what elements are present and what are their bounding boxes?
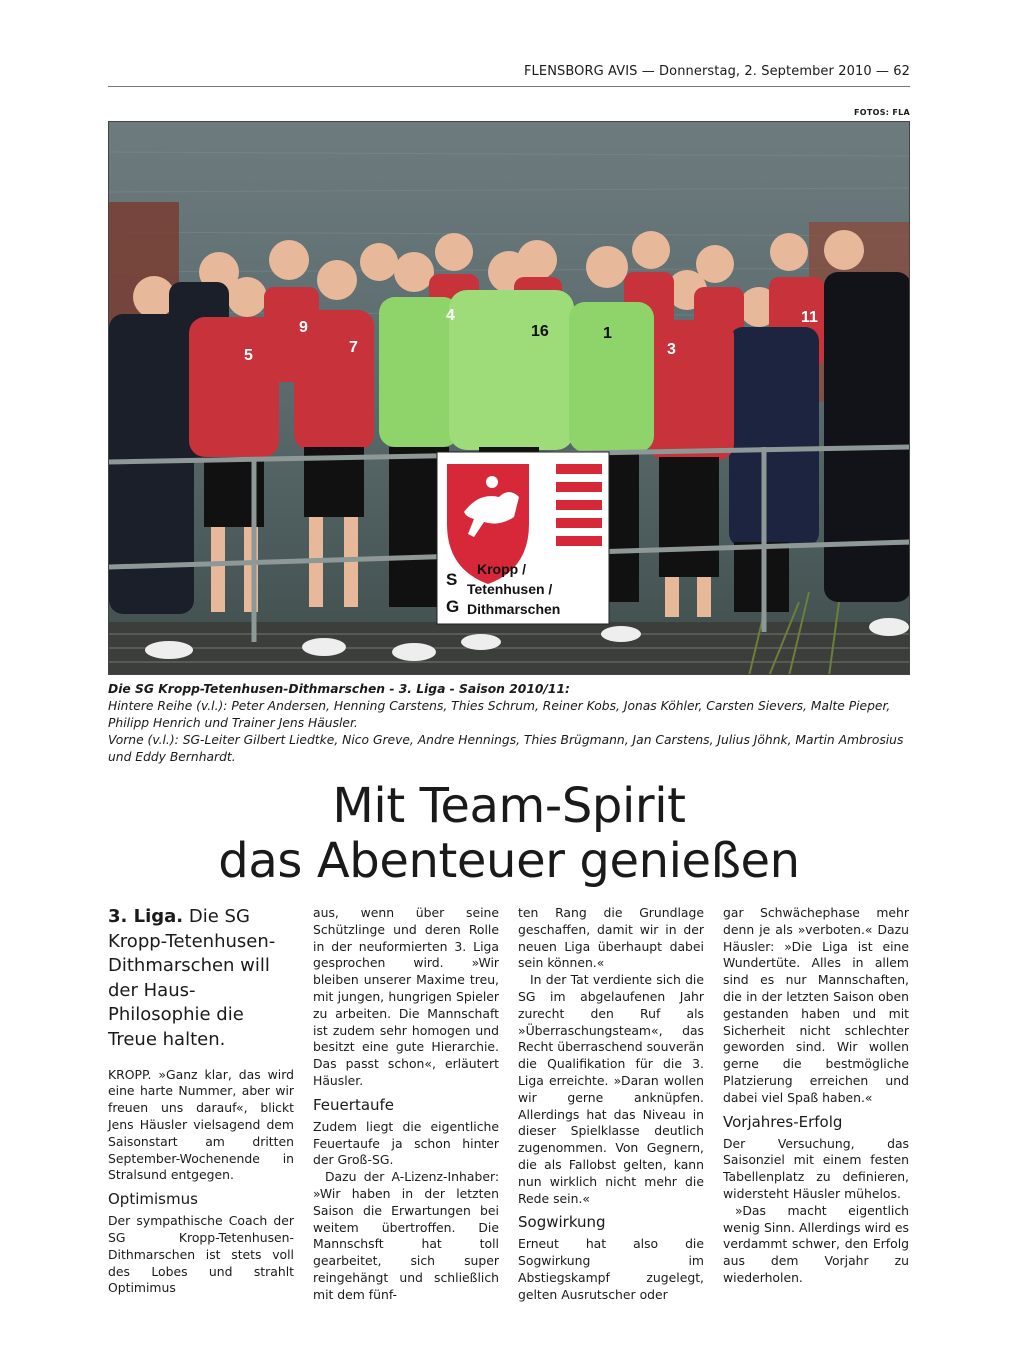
- caption-back-row: Hintere Reihe (v.l.): Peter Andersen, Henning Carstens, Thies Schrum, Reiner Kobs, Jonas Köhler, Carsten Sievers, Malte Pieper, Philipp Henrich und Trainer Jens Häusler.: [108, 699, 891, 730]
- article-paragraph: Dazu der A-Lizenz-Inhaber: »Wir haben in der letzten Saison die Erwartungen bei weitem übertroffen. Die Mannschsft hat toll gearbeitet, sich super reingehängt und schließlich mit dem fünf-: [313, 1169, 499, 1302]
- jersey-number: 9: [299, 319, 308, 336]
- sign-text: Tetenhusen /: [467, 581, 553, 597]
- article-paragraph: In der Tat verdiente sich die SG im abgelaufenen Jahr zurecht den Ruf als »Überraschungsteam«, das Recht überraschend souverän die Qualifikation für die 3. Liga erreichte. »Daran wollen wir gerne anknüpfen. Allerdings hat das Niveau in dieser Spielklasse deutlich zugenommen. Von Gegnern, die als Fallobst gelten, kann nun wirklich nicht mehr die Rede sein.«: [518, 972, 704, 1206]
- article-column-3: [518, 905, 704, 1304]
- headline-line-1: Mit Team-Spirit: [332, 778, 686, 834]
- sign-letter: S: [446, 570, 458, 589]
- article-paragraph: Der Versuchung, das Saisonziel mit einem festen Tabellenplatz zu definieren, widersteht Häusler mühelos.: [723, 1135, 909, 1201]
- subheading: Optimismus: [108, 1190, 198, 1209]
- jersey-number: 5: [244, 347, 253, 364]
- jersey-number: 7: [349, 339, 358, 356]
- headline: [108, 779, 910, 889]
- article-lead: [108, 905, 294, 1053]
- sign-text: Dithmarschen: [467, 601, 561, 617]
- header-line: FLENSBORG AVIS — Donnerstag, 2. September 2010 — 62: [523, 64, 910, 79]
- article-column-1: [108, 905, 294, 1297]
- team-sign: [437, 452, 609, 624]
- team-photo: [108, 121, 910, 675]
- caption-front-row: Vorne (v.l.): SG-Leiter Gilbert Liedtke, Nico Greve, Andre Hennings, Thies Brügmann, Jan Carstens, Julius Jöhnk, Martin Ambrosius und Eddy Bernhardt.: [108, 733, 904, 764]
- lead-kicker: 3. Liga.: [108, 906, 184, 927]
- jersey-number: 3: [667, 341, 676, 358]
- headline-line-2: das Abenteuer genießen: [218, 833, 800, 889]
- jersey-number: 11: [801, 309, 818, 326]
- sign-text: Kropp /: [477, 561, 526, 577]
- jersey-number: 16: [531, 323, 549, 340]
- jersey-number: 1: [603, 325, 612, 342]
- article-paragraph: Der sympathische Coach der SG Kropp-Tetenhusen-Dithmarschen ist stets voll des Lobes und strahlt Optimimus: [108, 1213, 294, 1296]
- photo-credit: FOTOS: FLA: [853, 108, 910, 117]
- page-header: [108, 64, 910, 87]
- subheading: Feuertaufe: [313, 1095, 395, 1114]
- article-paragraph: Erneut hat also die Sogwirkung im Abstiegskampf zugelegt, gelten Ausrutscher oder: [518, 1236, 704, 1302]
- article-paragraph: ten Rang die Grundlage geschaffen, damit wir in der neuen Liga überhaupt dabei sein können.«: [518, 905, 704, 971]
- jersey-number: 4: [446, 307, 455, 324]
- caption-title: Die SG Kropp-Tetenhusen-Dithmarschen - 3. Liga - Saison 2010/11:: [108, 682, 570, 696]
- article-paragraph: Zudem liegt die eigentliche Feuertaufe ja schon hinter der Groß-SG.: [313, 1118, 499, 1168]
- sign-letter: G: [446, 597, 460, 616]
- subheading: Vorjahres-Erfolg: [723, 1112, 843, 1131]
- article-paragraph: gar Schwächephase mehr denn je als »verboten.« Dazu Häusler: »Die Liga ist eine Wundertüte. Alles in allem sind es nur Mannschaften, die in der letzten Saison oben gestanden haben und mit Sicherheit nicht schlechter geworden sind. Wir wollen gerne die bestmögliche Platzierung erreichen und dabei viel Spaß haben.«: [723, 905, 909, 1105]
- article-paragraph: aus, wenn über seine Schützlinge und deren Rolle in der neuformierten 3. Liga gesprochen wird. »Wir bleiben unserer Maxime treu, mit jungen, hungrigen Spieler zu arbeiten. Die Mannschaft ist zudem sehr homogen und besitzt eine gute Hierarchie. Das passt schon«, erläutert Häusler.: [313, 905, 499, 1088]
- lead-text: Die SG Kropp-Tetenhusen-Dithmarschen will der Haus-Philosophie die Treue halten.: [108, 906, 276, 1050]
- article-column-2: [313, 905, 499, 1304]
- article-paragraph: KROPP. »Ganz klar, das wird eine harte Nummer, aber wir freuen uns darauf«, blickt Jens Häusler vielsagend dem Saisonstart am dritten September-Wochenende in Stralsund entgegen.: [108, 1066, 294, 1183]
- photo-caption: [108, 681, 910, 766]
- article-paragraph: »Das macht eigentlich wenig Sinn. Allerdings wird es verdammt schwer, den Erfolg aus dem Vorjahr zu wiederholen.: [723, 1202, 909, 1285]
- subheading: Sogwirkung: [518, 1213, 606, 1232]
- article-column-4: [723, 905, 909, 1287]
